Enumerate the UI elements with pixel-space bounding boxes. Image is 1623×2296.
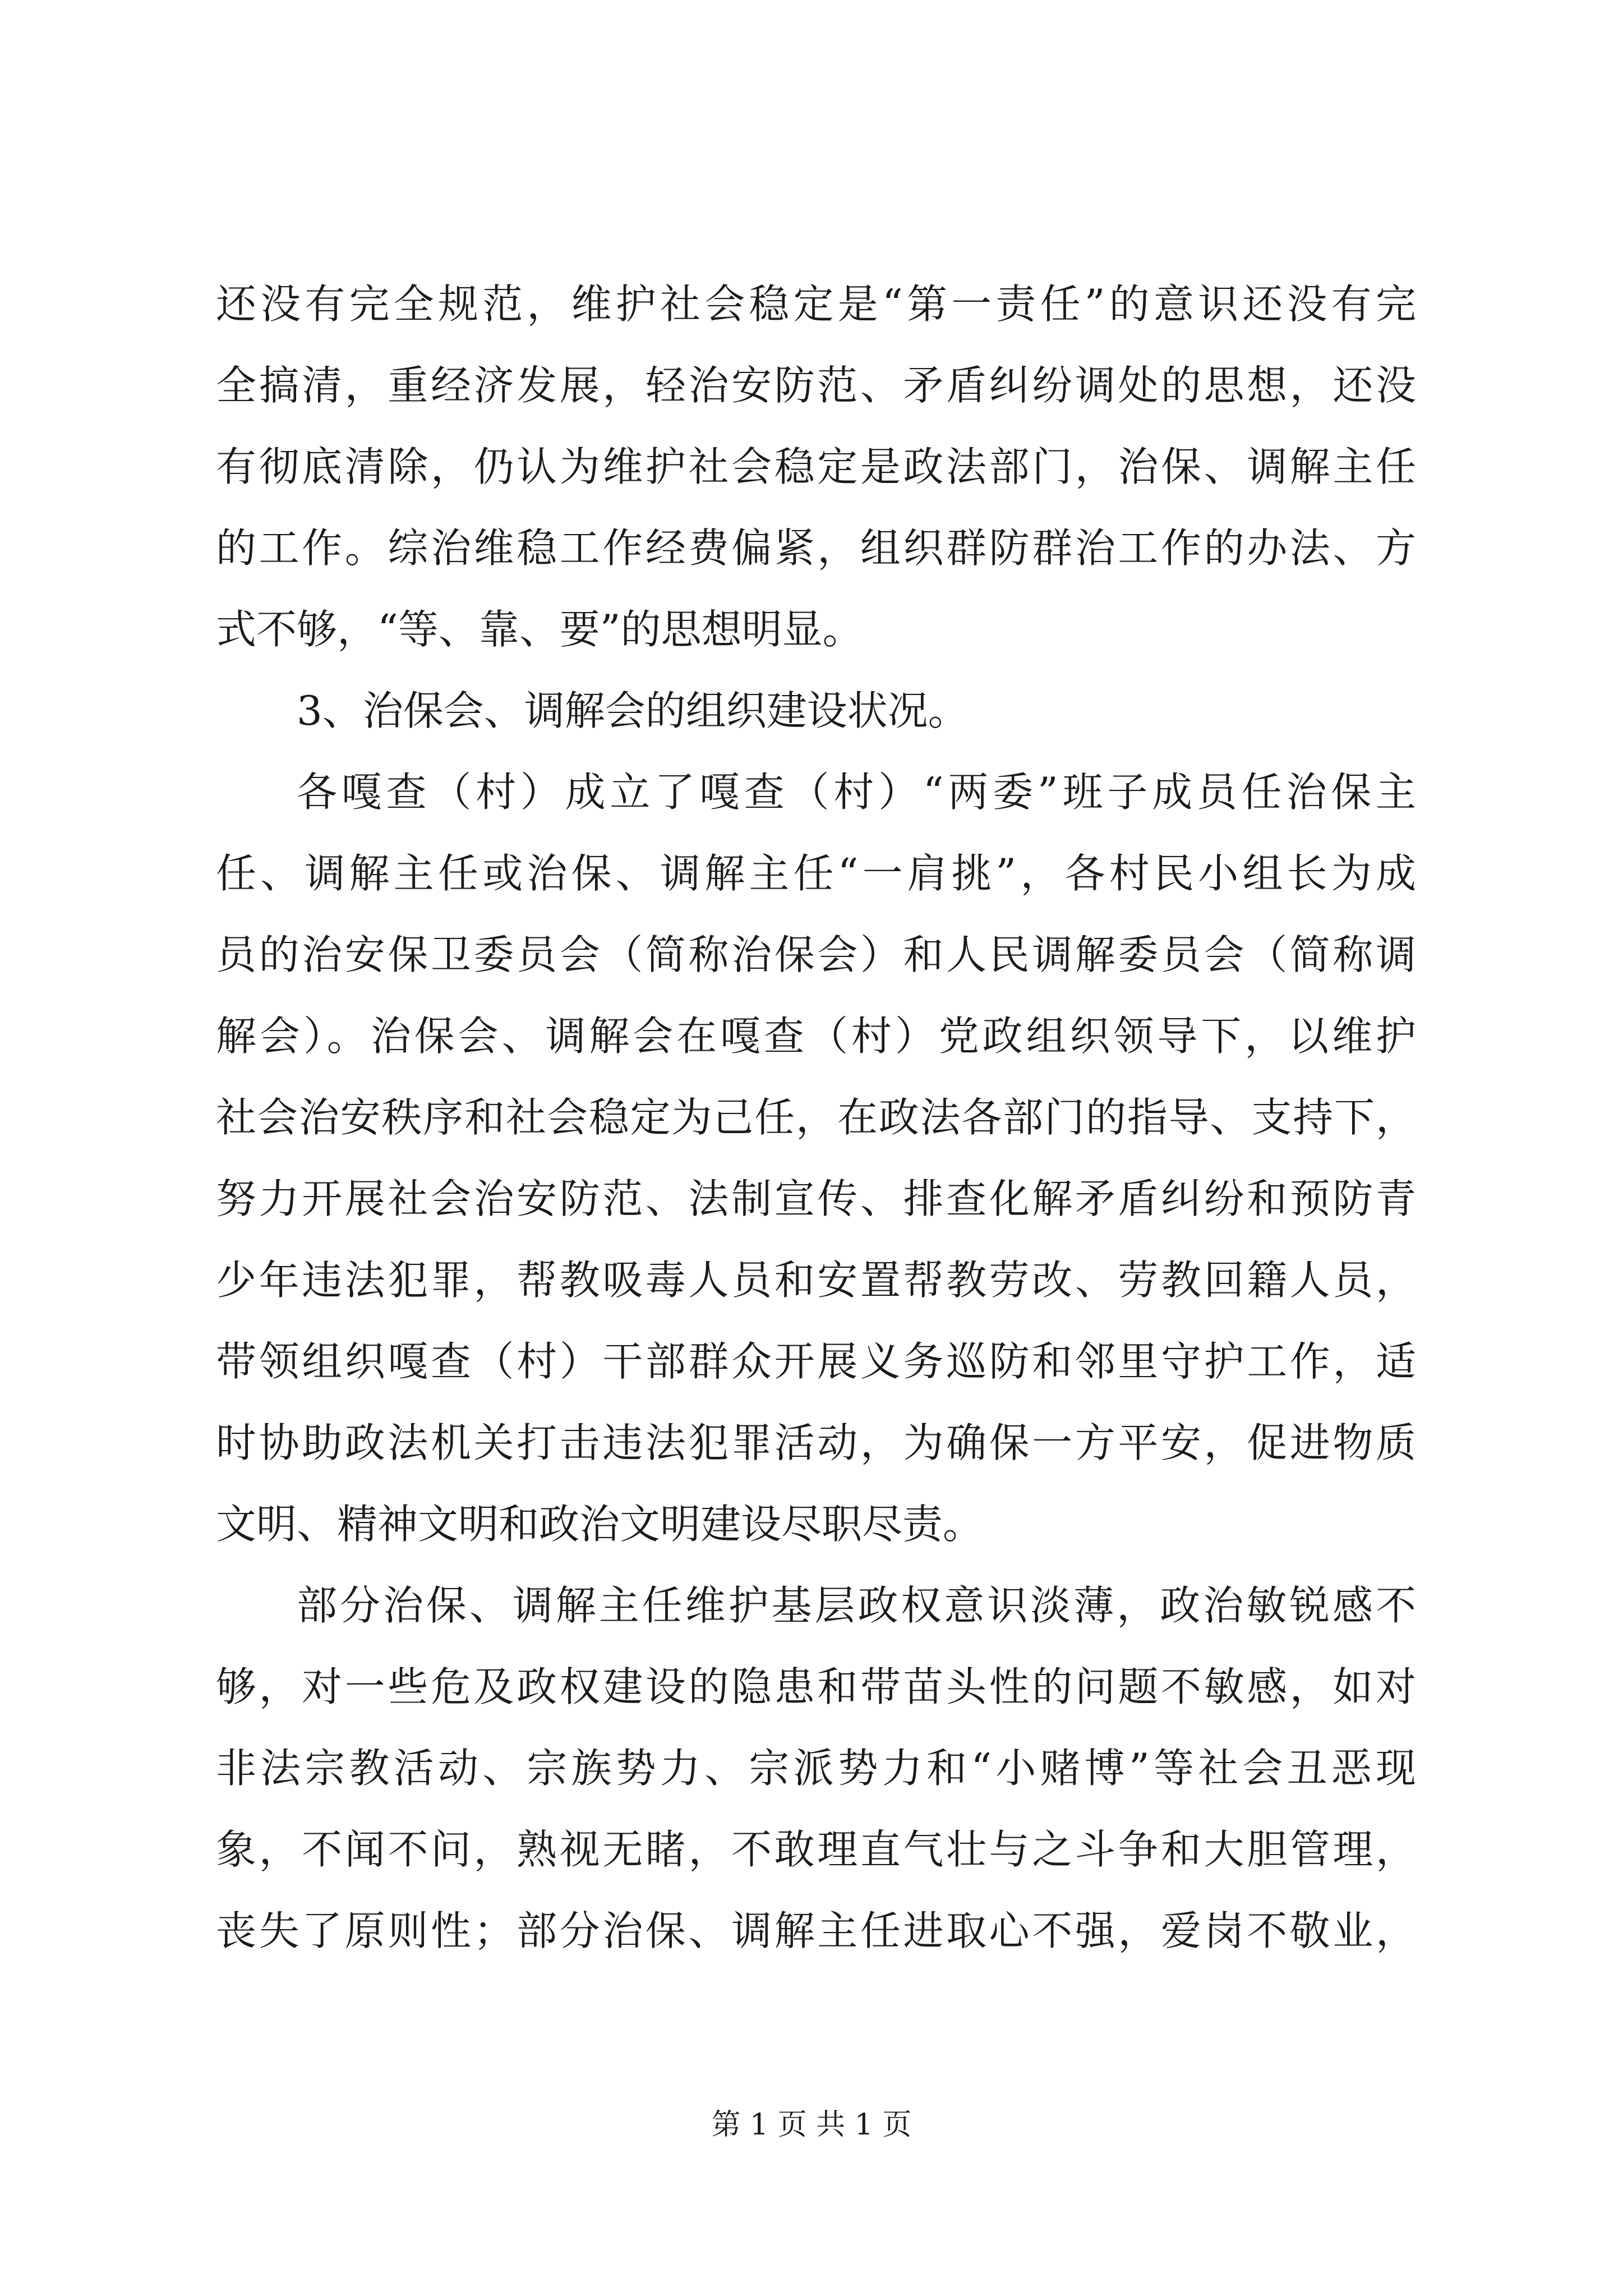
text-line: 非法宗教活动、宗族势力、宗派势力和“小赌博”等社会丑恶现	[216, 1745, 1416, 1792]
text-line: 文明、精神文明和政治文明建设尽职尽责。	[216, 1501, 984, 1548]
page-footer: 第 1 页 共 1 页	[711, 2108, 912, 2142]
text-line: 努力开展社会治安防范、法制宣传、排查化解矛盾纠纷和预防青	[216, 1175, 1416, 1222]
text-line: 丧失了原则性；部分治保、调解主任进取心不强，爱岗不敬业，	[216, 1907, 1416, 1954]
text-line: 时协助政法机关打击违法犯罪活动，为确保一方平安，促进物质	[216, 1419, 1416, 1466]
text-line: 有彻底清除，仍认为维护社会稳定是政法部门，治保、调解主任	[216, 443, 1416, 490]
text-line: 式不够，“等、靠、要”的思想明显。	[216, 606, 863, 653]
text-line: 象，不闻不问，熟视无睹，不敢理直气壮与之斗争和大胆管理，	[216, 1826, 1416, 1873]
text-line: 的工作。综治维稳工作经费偏紧，组织群防群治工作的办法、方	[216, 524, 1416, 572]
body-text	[216, 264, 1416, 1972]
text-line: 还没有完全规范，维护社会稳定是“第一责任”的意识还没有完	[216, 280, 1416, 328]
text-line: 员的治安保卫委员会（简称治保会）和人民调解委员会（简称调	[216, 931, 1416, 978]
text-line: 解会）。治保会、调解会在嘎查（村）党政组织领导下，以维护	[216, 1013, 1416, 1060]
text-line: 各嘎查（村）成立了嘎查（村）“两委”班子成员任治保主	[297, 769, 1416, 816]
text-line: 少年违法犯罪，帮教吸毒人员和安置帮教劳改、劳教回籍人员，	[216, 1257, 1416, 1304]
text-line: 部分治保、调解主任维护基层政权意识淡薄，政治敏锐感不	[297, 1582, 1416, 1629]
text-line: 够，对一些危及政权建设的隐患和带苗头性的问题不敏感，如对	[216, 1663, 1416, 1710]
text-line: 全搞清，重经济发展，轻治安防范、矛盾纠纷调处的思想，还没	[216, 362, 1416, 409]
text-line: 社会治安秩序和社会稳定为己任，在政法各部门的指导、支持下，	[216, 1094, 1416, 1141]
text-line: 3、治保会、调解会的组织建设状况。	[297, 687, 969, 734]
text-line: 带领组织嘎查（村）干部群众开展义务巡防和邻里守护工作，适	[216, 1338, 1416, 1385]
text-line: 任、调解主任或治保、调解主任“一肩挑”，各村民小组长为成	[216, 850, 1416, 897]
